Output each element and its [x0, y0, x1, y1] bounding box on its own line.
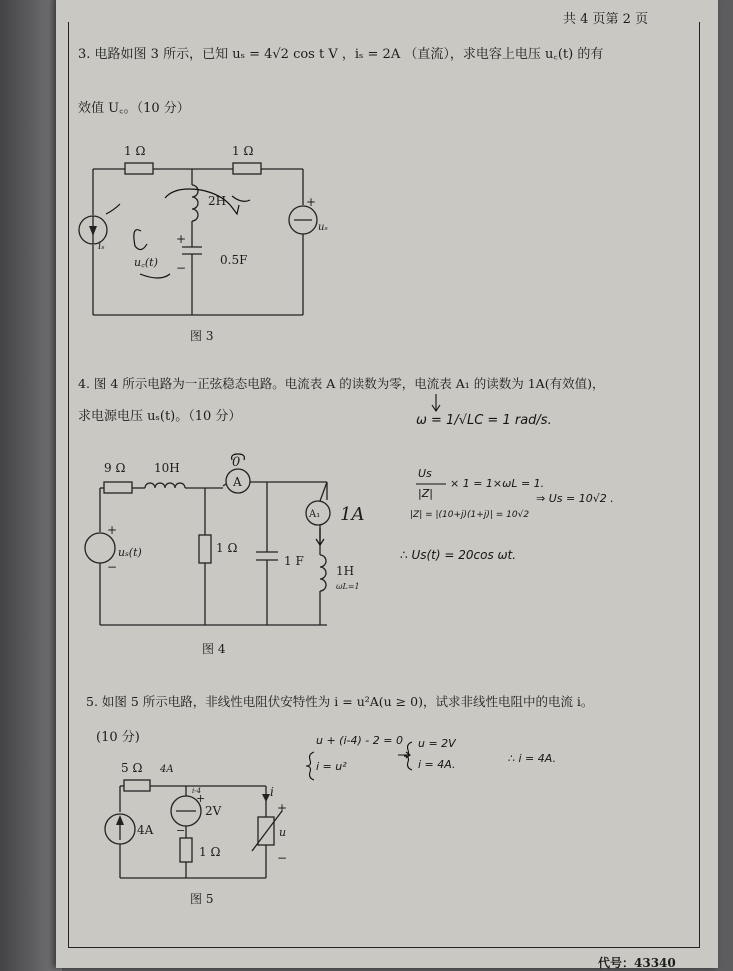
q4-r1-label: 1 Ω [216, 541, 238, 555]
q4-source-label: uₛ(t) [118, 546, 142, 559]
q4-hand-frac-den: |Z| [418, 487, 433, 500]
q5-hand-i4: i-4 [192, 787, 202, 795]
q4-c1-label: 1 F [284, 554, 304, 568]
q4-hand-z: |Z| = |(10+j)(1+j)| = 10√2 [410, 510, 530, 520]
q5-r5-label: 5 Ω [121, 761, 143, 775]
q3-uc-label: u꜀(t) [134, 256, 158, 269]
svg-text:+: + [277, 801, 288, 815]
q4-l10-label: 10H [154, 461, 180, 475]
svg-text:+: + [176, 232, 187, 246]
q4-ammeter-a1-label: A₁ [309, 509, 321, 520]
q4-text-line1: 4. 图 4 所示电路为一正弦稳态电路。电流表 A 的读数为零，电流表 A₁ 的读数为 1A(有效值)， [78, 376, 605, 391]
q4-hand-frac-num: Us [418, 467, 432, 480]
svg-text:+: + [196, 792, 206, 805]
q3-inductor-label: 2H [208, 194, 227, 208]
q3-r2-label: 1 Ω [232, 144, 254, 158]
q5-2v-label: 2V [205, 804, 222, 818]
q5-text-line1: 5. 如图 5 所示电路，非线性电阻伏安特性为 i = u²A(u ≥ 0)，试求非线性电阻中的电流 i。 [86, 694, 594, 709]
q3-r1-label: 1 Ω [124, 144, 146, 158]
q4-l1-label: 1H [336, 564, 355, 578]
q5-hand-eq1: u + (i-4) - 2 = 0 [316, 734, 403, 747]
q5-hand-4a: 4A [160, 764, 174, 775]
q4-hand-us: ⇒ Us = 10√2 . [536, 492, 614, 505]
page-info: 共 4 页第 2 页 [563, 12, 649, 27]
q5-hand-eq2: i = u² [316, 760, 347, 773]
svg-text:+: + [107, 523, 118, 537]
q3-is-label: iₛ [98, 241, 105, 252]
svg-text:−: − [277, 851, 288, 865]
q4-hand-omega: ω = 1/√LC = 1 rad/s. [416, 413, 552, 428]
q5-hand-res2: i = 4A. [418, 758, 456, 771]
q4-text-line2: 求电源电压 uₛ(t)。（10 分） [78, 409, 242, 424]
q5-current-label: 4A [137, 823, 154, 837]
svg-text:−: − [176, 824, 186, 837]
q5-u-label: u [279, 826, 287, 839]
q5-r1-label: 1 Ω [199, 845, 221, 859]
svg-text:+: + [306, 195, 317, 209]
q4-hand-wl: ωL=1 [336, 582, 360, 591]
q3-us-label: uₛ [318, 222, 328, 233]
q3-text-line2: 效值 U꜀。（10 分） [78, 101, 190, 116]
q3-caption: 图 3 [190, 329, 214, 343]
q4-ammeter-a-label: A [233, 475, 242, 489]
q5-i-label: i [270, 785, 274, 799]
svg-text:−: − [107, 560, 118, 574]
q5-text-line2: (10 分) [96, 730, 140, 745]
q4-hand-frac-rest: × 1 = 1×ωL = 1. [450, 477, 545, 490]
q3-text-line1: 3. 电路如图 3 所示，已知 uₛ = 4√2 cos t V ，iₛ = 2A （直流），求电容上电压 u꜀(t) 的有 [78, 47, 604, 62]
q5-hand-res1: u = 2V [418, 737, 456, 750]
q4-hand-zero: 0 [232, 455, 241, 470]
exam-code: 代号：43340 [598, 956, 676, 970]
q4-caption: 图 4 [202, 642, 226, 656]
svg-text:−: − [176, 261, 187, 275]
q4-hand-final: ∴ Us(t) = 20cos ωt. [400, 548, 517, 562]
q5-hand-final: ∴ i = 4A. [508, 752, 556, 765]
q3-capacitor-label: 0.5F [220, 253, 248, 267]
q5-caption: 图 5 [190, 892, 214, 906]
q4-hand-1a: 1A [340, 504, 365, 525]
q4-r9-label: 9 Ω [104, 461, 126, 475]
